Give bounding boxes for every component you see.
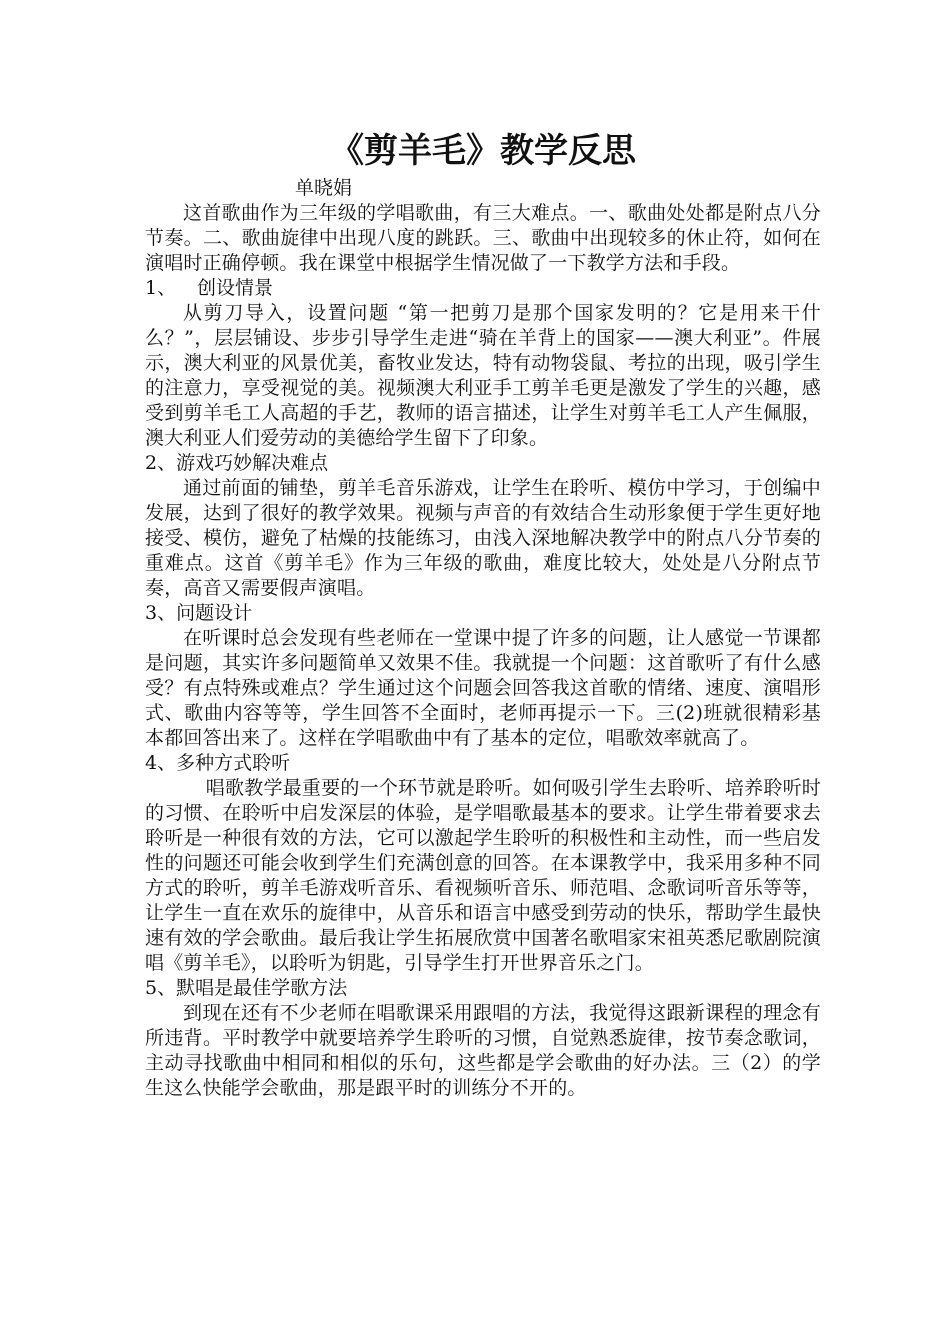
section-heading-5	[145, 976, 821, 1001]
section-number: 3、	[145, 602, 177, 624]
section-body-2: 通过前面的铺垫，剪羊毛音乐游戏，让学生在聆听、模仿中学习，于创编中发展，达到了很好的教学效果。视频与声音的有效结合生动形象便于学生更好地接受、模仿，避免了枯燥的技能练习，由浅入深地解决教学中的附点八分节奏的重难点。这首《剪羊毛》作为三年级的歌曲，难度比较大，处处是八分附点节奏，高音又需要假声演唱。	[145, 477, 821, 599]
section-heading-1	[145, 276, 821, 301]
section-body-5: 到现在还有不少老师在唱歌课采用跟唱的方法，我觉得这跟新课程的理念有所违背。平时教学中就要培养学生聆听的习惯，自觉熟悉旋律，按节奏念歌词，主动寻找歌曲中相同和相似的乐句，这些都是学会歌曲的好办法。三（2）的学生这么快能学会歌曲，那是跟平时的训练分不开的。	[145, 1002, 821, 1099]
document-page	[145, 128, 821, 1101]
section-heading-4	[145, 751, 821, 776]
author-name: 单晓娟	[295, 177, 353, 199]
section-heading-text: 默唱是最佳学歌方法	[176, 977, 348, 999]
section-body-1: 从剪刀导入，设置问题 “第一把剪刀是那个国家发明的？它是用来干什么？”，层层铺设、步步引导学生走进“骑在羊背上的国家——澳大利亚”。件展示，澳大利亚的风景优美，畜牧业发达，特有动物袋鼠、考拉的出现，吸引学生的注意力，享受视觉的美。视频澳大利亚手工剪羊毛更是激发了学生的兴趣，感受到剪羊毛工人高超的手艺，教师的语言描述，让学生对剪羊毛工人产生佩服，澳大利亚人们爱劳动的美德给学生留下了印象。	[145, 302, 821, 449]
intro-paragraph: 这首歌曲作为三年级的学唱歌曲，有三大难点。一、歌曲处处都是附点八分节奏。二、歌曲旋律中出现八度的跳跃。三、歌曲中出现较多的休止符，如何在演唱时正确停顿。我在课堂中根据学生情况做了一下教学方法和手段。	[145, 202, 821, 274]
section-heading-2	[145, 451, 821, 476]
section-number: 5、	[145, 977, 177, 999]
section-number: 2、	[145, 452, 177, 474]
section-number: 4、	[145, 752, 177, 774]
document-title: 《剪羊毛》教学反思	[330, 131, 636, 171]
section-heading-text: 游戏巧妙解决难点	[176, 452, 329, 474]
section-heading-text: 多种方式聆听	[176, 752, 291, 774]
section-body-4: 唱歌教学最重要的一个环节就是聆听。如何吸引学生去聆听、培养聆听时的习惯、在聆听中启发深层的体验，是学唱歌最基本的要求。让学生带着要求去聆听是一种很有效的方法，它可以激起学生聆听的积极性和主动性，而一些启发性的问题还可能会收到学生们充满创意的回答。在本课教学中，我采用多种不同方式的聆听，剪羊毛游戏听音乐、看视频听音乐、师范唱、念歌词听音乐等等，让学生一直在欢乐的旋律中，从音乐和语言中感受到劳动的快乐，帮助学生最快速有效的学会歌曲。最后我让学生拓展欣赏中国著名歌唱家宋祖英悉尼歌剧院演唱《剪羊毛》，以聆听为钥匙，引导学生打开世界音乐之门。	[145, 777, 821, 974]
section-body-3: 在听课时总会发现有些老师在一堂课中提了许多的问题，让人感觉一节课都是问题，其实许多问题简单又效果不佳。我就提一个问题：这首歌听了有什么感受？有点特殊或难点？学生通过这个问题会回答我这首歌的情绪、速度、演唱形式、歌曲内容等等，学生回答不全面时，老师再提示一下。三(2)班就很精彩基本都回答出来了。这样在学唱歌曲中有了基本的定位，唱歌效率就高了。	[145, 627, 821, 749]
section-number: 1、	[145, 277, 177, 299]
section-heading-3	[145, 601, 821, 626]
section-heading-text: 问题设计	[176, 602, 253, 624]
section-heading-text: 创设情景	[197, 277, 274, 299]
